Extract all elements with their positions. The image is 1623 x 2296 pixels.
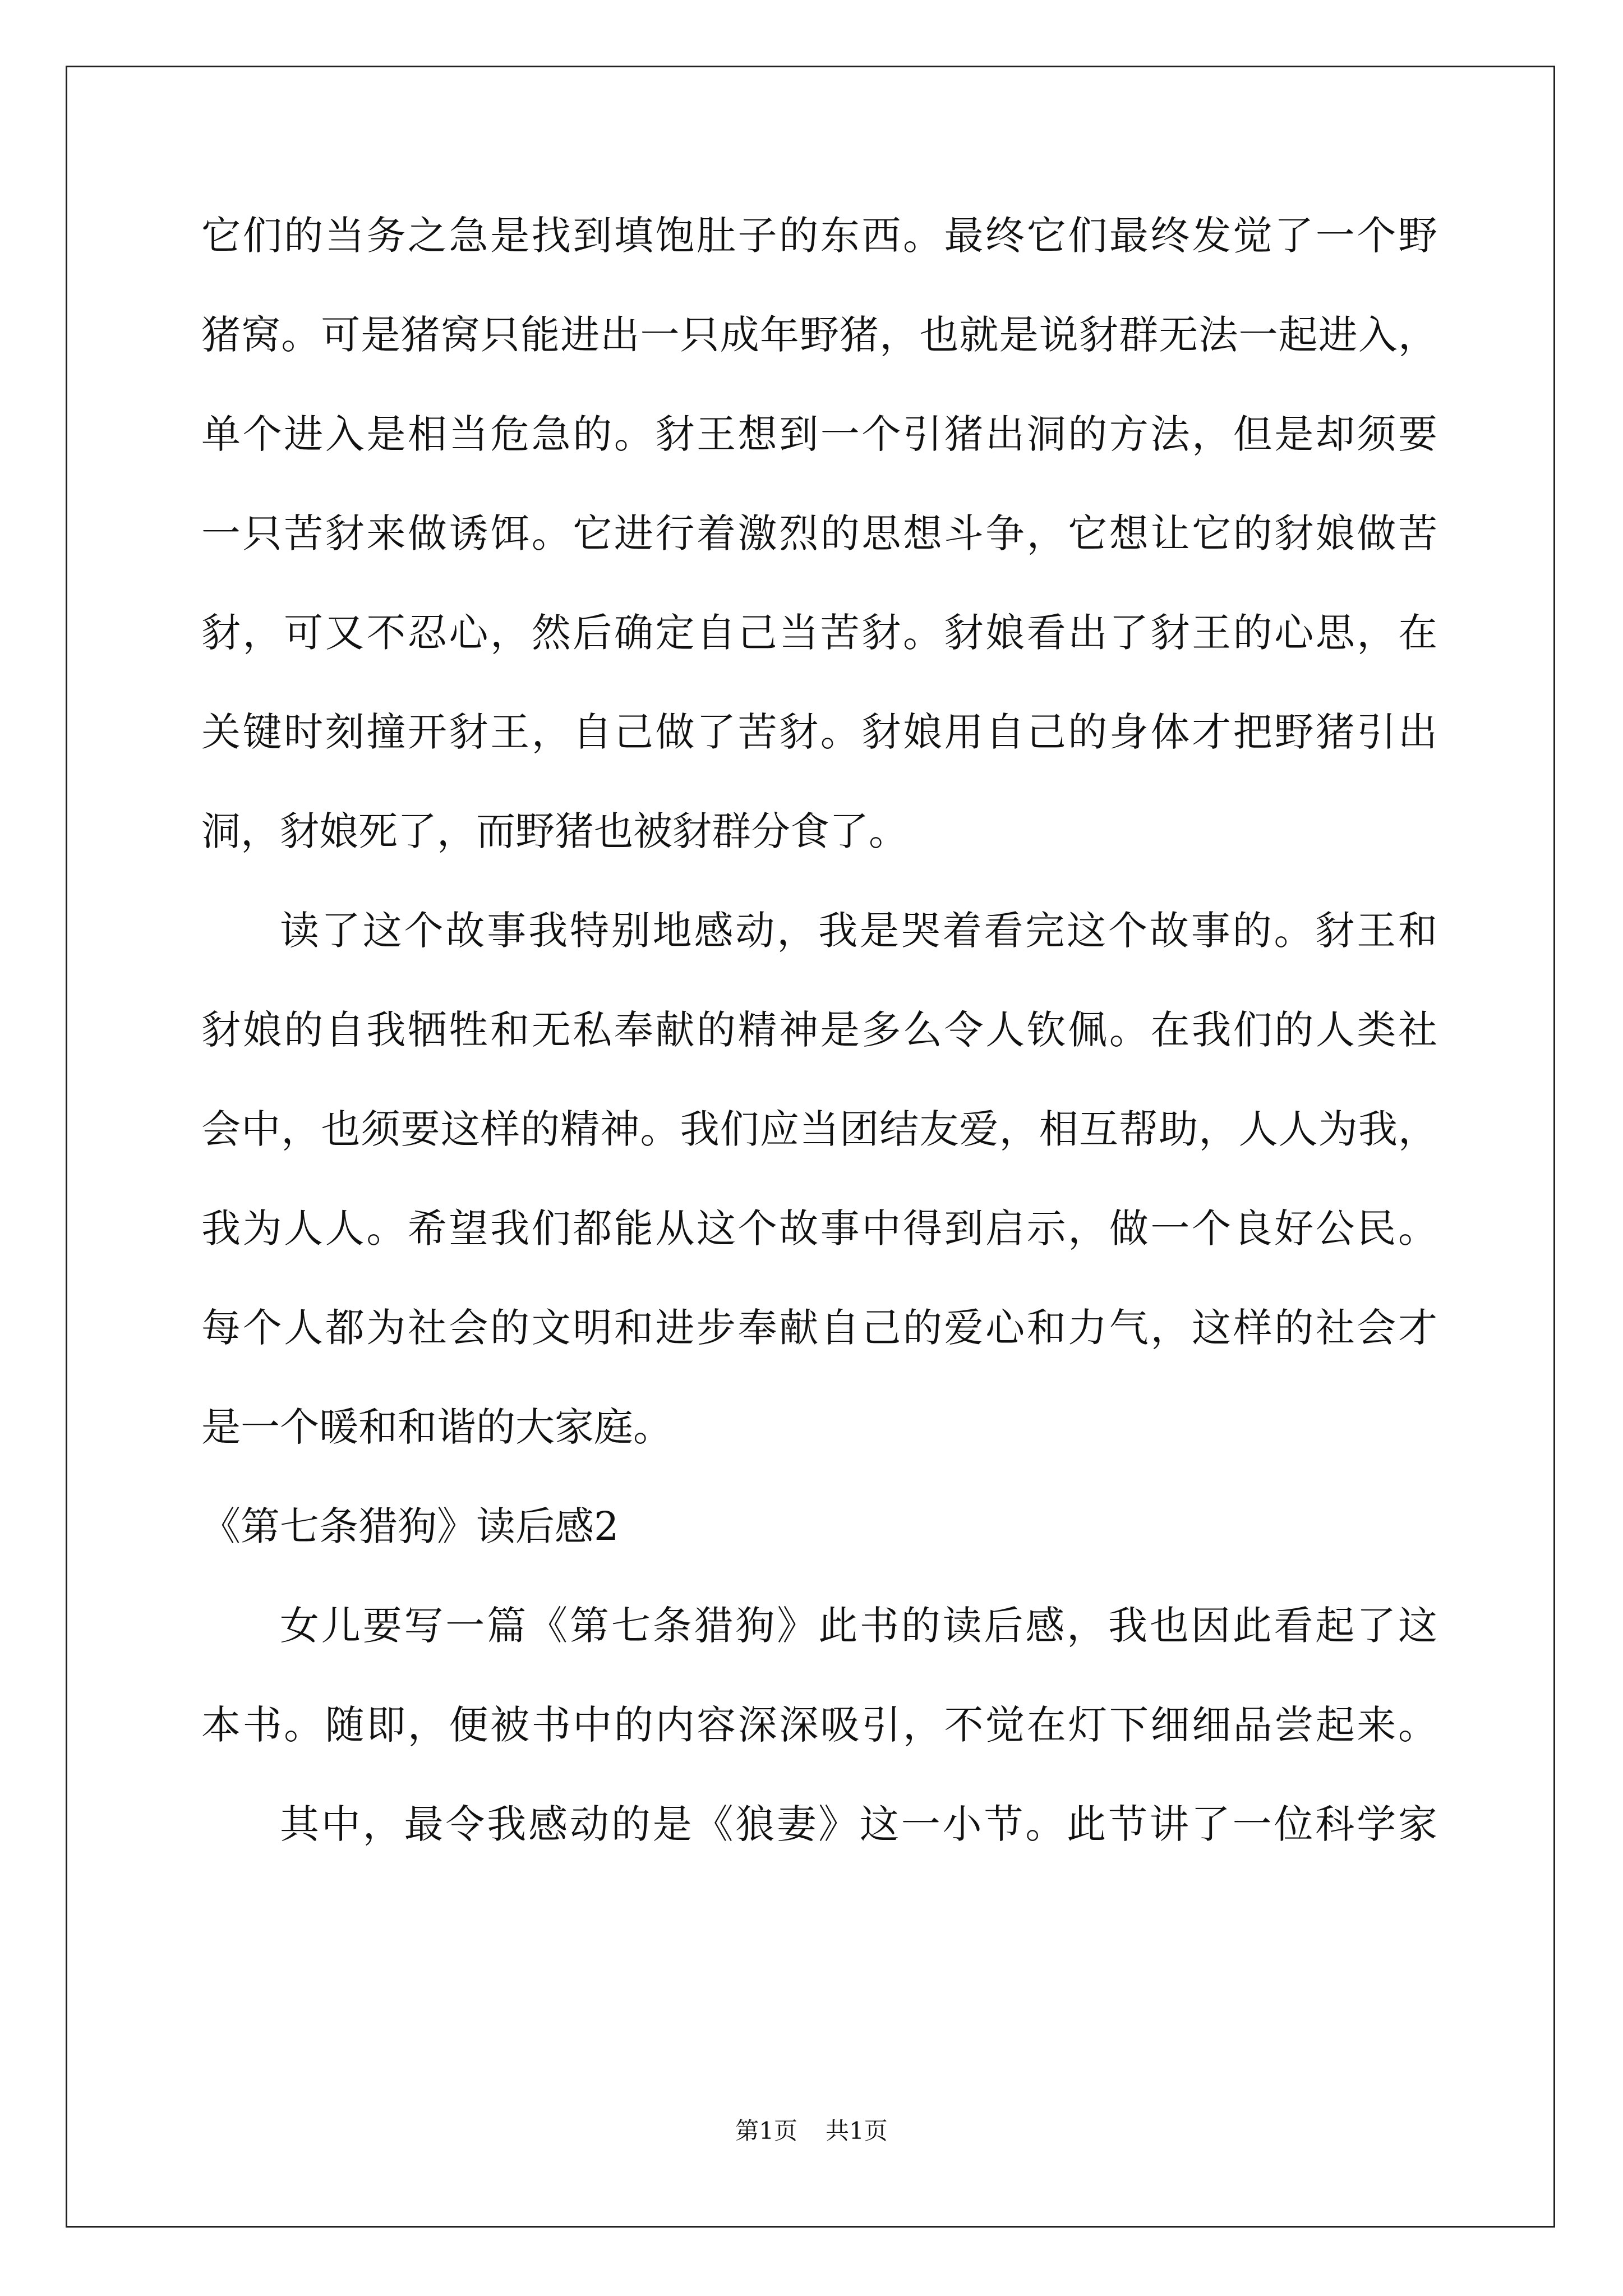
- text-line: 每个人都为社会的文明和进步奉献自己的爱心和力气，这样的社会才: [201, 1305, 1437, 1351]
- page-number: 第1页: [735, 2117, 797, 2145]
- document-body: [201, 213, 1437, 1904]
- paragraph-first-line: 读了这个故事我特别地感动，我是哭着看完这个故事的。豺王和: [280, 908, 1437, 954]
- text-line: 豺娘的自我牺牲和无私奉献的精神是多么令人钦佩。在我们的人类社: [201, 1007, 1437, 1053]
- text-line: 我为人人。希望我们都能从这个故事中得到启示，做一个良好公民。: [201, 1205, 1437, 1251]
- text-line: 它们的当务之急是找到填饱肚子的东西。最终它们最终发觉了一个野: [201, 213, 1437, 259]
- page-footer: [0, 2113, 1623, 2146]
- paragraph-first-line: 其中，最令我感动的是《狼妻》这一小节。此节讲了一位科学家: [280, 1801, 1437, 1847]
- page-total: 共1页: [826, 2117, 888, 2145]
- section-heading: 《第七条猎狗》读后感2: [201, 1503, 619, 1549]
- text-line: 豺，可又不忍心，然后确定自己当苦豺。豺娘看出了豺王的心思，在: [201, 610, 1437, 656]
- text-line: 会中，也须要这样的精神。我们应当团结友爱，相互帮助，人人为我，: [201, 1106, 1437, 1152]
- text-line: 猪窝。可是猪窝只能进出一只成年野猪，也就是说豺群无法一起进入，: [201, 312, 1437, 358]
- text-line: 本书。随即，便被书中的内容深深吸引，不觉在灯下细细品尝起来。: [201, 1702, 1437, 1748]
- text-line: 单个进入是相当危急的。豺王想到一个引猪出洞的方法，但是却须要: [201, 411, 1437, 457]
- text-line: 关键时刻撞开豺王，自己做了苦豺。豺娘用自己的身体才把野猪引出: [201, 709, 1437, 755]
- text-line: 是一个暖和和谐的大家庭。: [201, 1404, 672, 1450]
- text-line: 一只苦豺来做诱饵。它进行着激烈的思想斗争，它想让它的豺娘做苦: [201, 510, 1437, 556]
- paragraph-first-line: 女儿要写一篇《第七条猎狗》此书的读后感，我也因此看起了这: [280, 1603, 1437, 1649]
- text-line: 洞，豺娘死了，而野猪也被豺群分食了。: [201, 808, 908, 854]
